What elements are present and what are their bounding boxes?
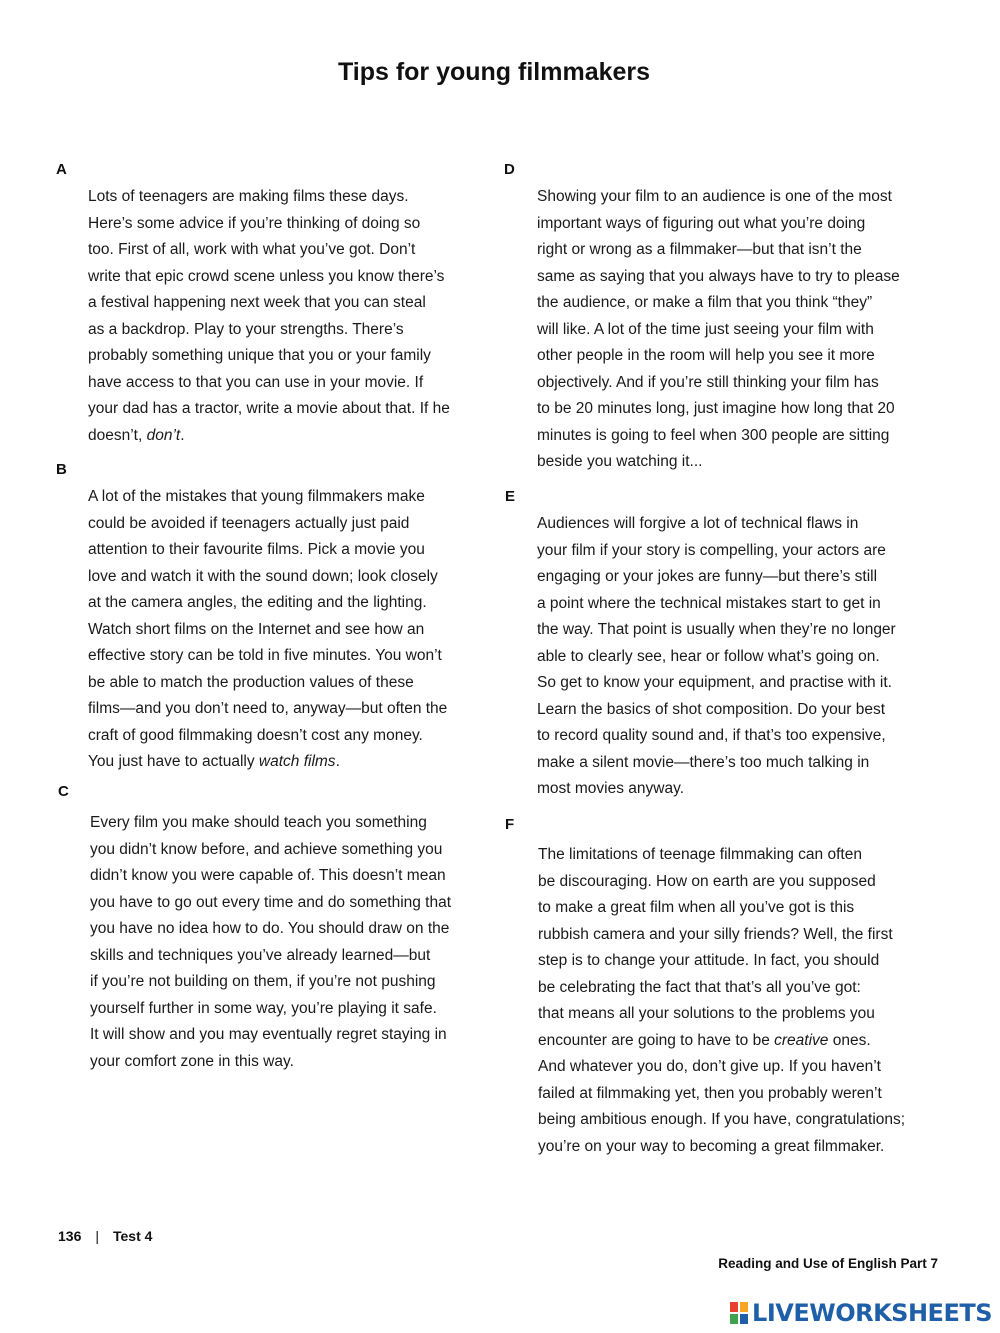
text-line: most movies anyway. [537,780,685,797]
page-title: Tips for young filmmakers [337,58,651,86]
text-line: being ambitious enough. If you have, congratulations; [538,1111,906,1128]
part-label: Reading and Use of English Part 7 [718,1256,938,1271]
text-line: Lots of teenagers are making films these days. [88,188,409,205]
punctuation: . [180,426,185,444]
text-line: that means all your solutions to the problems you [538,1005,875,1022]
text-line: the audience, or make a film that you think “they” [537,294,873,311]
text-line: you have to go out every time and do something that [90,893,452,911]
text-line-last [88,749,447,776]
footer-separator: | [95,1228,99,1244]
text-line: attention to their favourite films. Pick a movie you [88,541,425,558]
test-label: Test 4 [113,1228,153,1244]
text-line: right or wrong as a filmmaker—but that isn’t the [537,241,862,258]
text-line: craft of good filmmaking doesn’t cost any money. [88,726,423,744]
section-letter-d: D [504,161,515,178]
text-line: at the camera angles, the editing and the lighting. [88,594,427,611]
text-line: to record quality sound and, if that’s too expensive, [537,727,886,744]
text-line: So get to know your equipment, and practise with it. [537,674,892,691]
text-line: love and watch it with the sound down; look closely [88,567,438,585]
text-line: probably something unique that you or your family [88,347,431,364]
text-line: a point where the technical mistakes start to get in [537,594,881,612]
logo-square-orange [739,1301,749,1313]
text-line: It will show and you may eventually regret staying in [90,1026,447,1043]
text-line: rubbish camera and your silly friends? Well, the first [538,925,893,943]
section-letter-e: E [505,488,516,505]
text-line: too. First of all, work with what you’ve got. Don’t [88,241,416,258]
text-line: yourself further in some way, you’re playing it safe. [90,999,437,1017]
text-fragment: You just have to actually [88,753,259,770]
text-line: Learn the basics of shot composition. Do your best [537,700,886,718]
text-line: will like. A lot of the time just seeing your film with [537,320,874,338]
page-footer-left [58,1228,152,1244]
text-line: be able to match the production values of these [88,673,414,691]
section-a-text [88,184,450,449]
italic-word: don’t [146,426,181,444]
text-line: Audiences will forgive a lot of technical flaws in [537,515,859,532]
text-line: Here’s some advice if you’re thinking of doing so [88,214,421,232]
section-d-text [537,184,900,476]
logo-text: LIVEWORKSHEETS [752,1299,992,1327]
section-c-text [90,810,451,1075]
section-e-text [537,511,896,803]
section-f-text [538,842,905,1160]
text-line: to be 20 minutes long, just imagine how long that 20 [537,400,895,417]
section-letter-b: B [56,461,67,478]
text-line: Watch short films on the Internet and see how an [88,620,425,638]
logo-square-blue [739,1313,749,1325]
text-line: Every film you make should teach you something [90,814,427,831]
logo-square-red [729,1301,739,1313]
text-line: A lot of the mistakes that young filmmakers make [88,488,425,505]
text-line: your film if your story is compelling, your actors are [537,541,886,559]
text-line-last [88,423,450,450]
text-line: effective story can be told in five minutes. You won’t [88,647,442,664]
text-line: your dad has a tractor, write a movie about that. If he [88,400,450,417]
text-fragment: doesn’t, [88,426,147,444]
text-line: have access to that you can use in your movie. If [88,373,424,391]
text-line: write that epic crowd scene unless you know there’s [88,267,445,285]
section-letter-f: F [505,816,515,833]
text-line: engaging or your jokes are funny—but there’s still [537,568,878,585]
text-line: objectively. And if you’re still thinking your film has [537,373,879,391]
text-line: to make a great film when all you’ve got is this [538,899,855,916]
logo-mark-icon [729,1301,749,1325]
liveworksheets-logo[interactable] [729,1298,992,1328]
text-line: failed at filmmaking yet, then you probably weren’t [538,1084,882,1102]
italic-word: creative [774,1031,829,1049]
text-line: the way. That point is usually when they’re no longer [537,621,896,638]
logo-square-green [729,1313,739,1325]
text-line: make a silent movie—there’s too much talking in [537,753,870,771]
text-line: films—and you don’t need to, anyway—but often the [88,700,448,717]
page-number: 136 [58,1228,82,1244]
text-line: beside you watching it... [537,453,703,470]
text-line: able to clearly see, hear or follow what’s going on. [537,647,880,665]
punctuation: . [335,753,340,770]
text-line: as a backdrop. Play to your strengths. There’s [88,320,404,338]
text-line: Showing your film to an audience is one of the most [537,188,892,205]
text-line: skills and techniques you’ve already learned—but [90,946,431,964]
text-line: if you’re not building on them, if you’re not pushing [90,973,436,990]
section-letter-a: A [56,161,67,178]
text-line: a festival happening next week that you can steal [88,294,426,311]
text-line: you’re on your way to becoming a great filmmaker. [538,1137,885,1155]
text-line: other people in the room will help you see it more [537,347,875,364]
text-line: same as saying that you always have to try to please [537,267,900,285]
text-line: didn’t know you were capable of. This doesn’t mean [90,867,446,884]
section-b-text [88,484,447,776]
text-line: The limitations of teenage filmmaking can often [538,846,862,863]
text-fragment: encounter are going to have to be [538,1031,775,1049]
text-line: be discouraging. How on earth are you supposed [538,872,876,890]
text-line: important ways of figuring out what you’re doing [537,214,866,232]
text-line-with-italic [538,1028,905,1055]
italic-phrase: watch films [258,753,336,770]
text-line: be celebrating the fact that that’s all you’ve got: [538,978,861,996]
text-fragment: ones. [828,1031,871,1049]
section-letter-c: C [58,783,69,800]
text-line: you have no idea how to do. You should draw on the [90,920,450,937]
text-line: And whatever you do, don’t give up. If you haven’t [538,1058,881,1075]
text-line: could be avoided if teenagers actually just paid [88,514,410,532]
text-line: your comfort zone in this way. [90,1052,294,1070]
text-line: you didn’t know before, and achieve something you [90,840,443,858]
text-line: minutes is going to feel when 300 people are sitting [537,426,890,444]
text-line: step is to change your attitude. In fact, you should [538,952,880,969]
